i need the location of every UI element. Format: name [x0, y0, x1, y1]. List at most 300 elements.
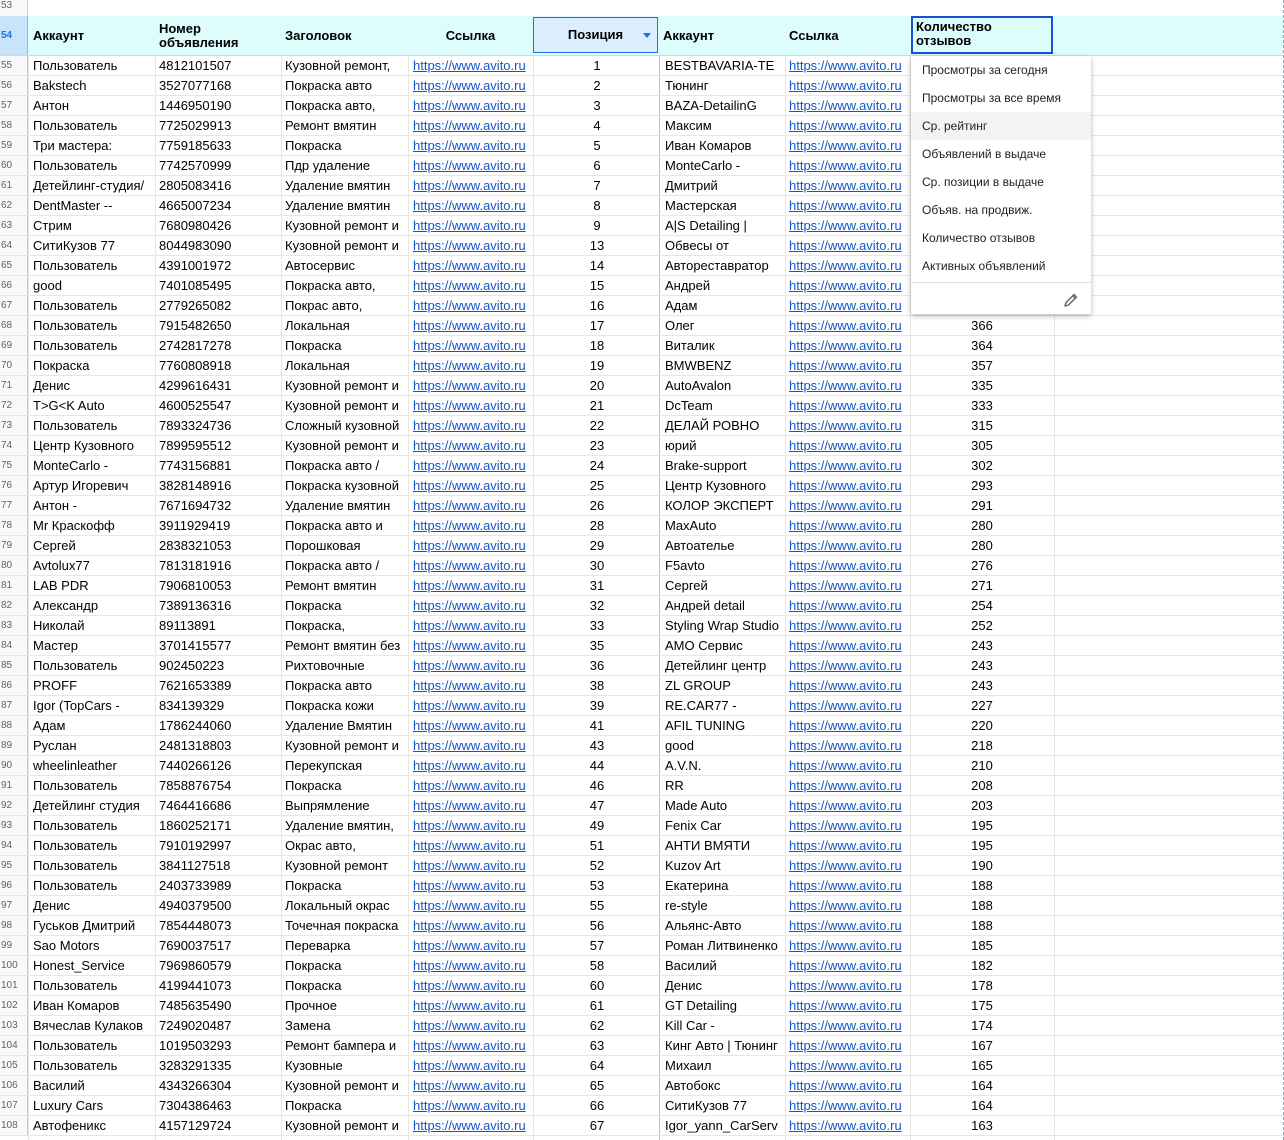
cell-account[interactable]: Пользователь: [33, 318, 118, 333]
cell-account-2[interactable]: Денис: [665, 978, 702, 993]
cell-position[interactable]: 56: [589, 918, 605, 933]
cell-title[interactable]: Локальная: [285, 358, 350, 373]
header-link-2[interactable]: Ссылка: [789, 28, 839, 43]
cell-position[interactable]: 36: [589, 658, 605, 673]
cell-position[interactable]: 3: [593, 98, 601, 113]
cell-link-2[interactable]: https://www.avito.ru: [789, 1098, 902, 1113]
cell-link[interactable]: https://www.avito.ru: [413, 418, 526, 433]
cell-link[interactable]: https://www.avito.ru: [413, 78, 526, 93]
cell-account[interactable]: Центр Кузовного: [33, 438, 134, 453]
cell-link-2[interactable]: https://www.avito.ru: [789, 798, 902, 813]
cell-ad-number[interactable]: 7680980426: [159, 218, 232, 233]
cell-link[interactable]: https://www.avito.ru: [413, 358, 526, 373]
cell-title[interactable]: Ремонт вмятин: [285, 578, 377, 593]
cell-link[interactable]: https://www.avito.ru: [413, 758, 526, 773]
cell-link-2[interactable]: https://www.avito.ru: [789, 178, 902, 193]
cell-title[interactable]: Кузовной ремонт и: [285, 1078, 399, 1093]
cell-position[interactable]: 29: [589, 538, 605, 553]
cell-account[interactable]: Bakstech: [33, 78, 87, 93]
header-title[interactable]: Заголовок: [285, 28, 352, 43]
cell-title[interactable]: Кузовной ремонт и: [285, 738, 399, 753]
cell-link[interactable]: https://www.avito.ru: [413, 218, 526, 233]
cell-review-count[interactable]: 174: [971, 1018, 993, 1033]
cell-link[interactable]: https://www.avito.ru: [413, 678, 526, 693]
cell-account-2[interactable]: Made Auto: [665, 798, 728, 813]
cell-position[interactable]: 5: [593, 138, 601, 153]
filter-dropdown-icon[interactable]: [643, 33, 651, 38]
cell-ad-number[interactable]: 7389136316: [159, 598, 232, 613]
row-number[interactable]: 81: [0, 576, 28, 595]
row-number[interactable]: 66: [0, 276, 28, 295]
cell-title[interactable]: Локальный окрас: [285, 898, 390, 913]
cell-position[interactable]: 57: [589, 938, 605, 953]
cell-ad-number[interactable]: 1786244060: [159, 718, 232, 733]
cell-account-2[interactable]: Андрей: [665, 278, 711, 293]
cell-link-2[interactable]: https://www.avito.ru: [789, 98, 902, 113]
cell-account-2[interactable]: MaxAuto: [665, 518, 717, 533]
cell-position[interactable]: 63: [589, 1038, 605, 1053]
cell-review-count[interactable]: 188: [971, 878, 993, 893]
cell-review-count[interactable]: 175: [971, 998, 993, 1013]
cell-link[interactable]: https://www.avito.ru: [413, 878, 526, 893]
cell-account[interactable]: Пользователь: [33, 418, 118, 433]
cell-position[interactable]: 13: [589, 238, 605, 253]
cell-ad-number[interactable]: 8044983090: [159, 238, 232, 253]
dropdown-option-avg-rating[interactable]: Ср. рейтинг: [911, 112, 1091, 140]
cell-account[interactable]: Автофеникс: [33, 1118, 107, 1133]
cell-review-count[interactable]: 333: [971, 398, 993, 413]
cell-link-2[interactable]: https://www.avito.ru: [789, 218, 902, 233]
cell-link-2[interactable]: https://www.avito.ru: [789, 638, 902, 653]
cell-account[interactable]: Пользователь: [33, 858, 118, 873]
cell-account[interactable]: Николай: [33, 618, 85, 633]
cell-account[interactable]: СитиКузов 77: [33, 238, 115, 253]
cell-account[interactable]: Денис: [33, 378, 70, 393]
cell-link-2[interactable]: https://www.avito.ru: [789, 978, 902, 993]
row-number[interactable]: 56: [0, 76, 28, 95]
cell-account[interactable]: Мастер: [33, 638, 78, 653]
row-number[interactable]: 57: [0, 96, 28, 115]
cell-account-2[interactable]: AutoAvalon: [665, 378, 732, 393]
cell-link[interactable]: https://www.avito.ru: [413, 198, 526, 213]
cell-ad-number[interactable]: 7742570999: [159, 158, 232, 173]
cell-account-2[interactable]: Адам: [665, 298, 698, 313]
cell-link-2[interactable]: https://www.avito.ru: [789, 538, 902, 553]
cell-review-count[interactable]: 190: [971, 858, 993, 873]
cell-position[interactable]: 39: [589, 698, 605, 713]
cell-ad-number[interactable]: 7621653389: [159, 678, 232, 693]
cell-review-count[interactable]: 357: [971, 358, 993, 373]
cell-review-count[interactable]: 188: [971, 898, 993, 913]
cell-account-2[interactable]: Igor_yann_CarServ: [665, 1118, 778, 1133]
cell-review-count[interactable]: 243: [971, 658, 993, 673]
cell-account-2[interactable]: Роман Литвиненко: [665, 938, 778, 953]
cell-account[interactable]: LAB PDR: [33, 578, 89, 593]
cell-link[interactable]: https://www.avito.ru: [413, 658, 526, 673]
pencil-icon[interactable]: [1063, 292, 1079, 308]
cell-title[interactable]: Покраска авто /: [285, 458, 380, 473]
cell-title[interactable]: Удаление вмятин: [285, 498, 391, 513]
cell-title[interactable]: Точечная покраска: [285, 918, 399, 933]
cell-account[interactable]: Пользователь: [33, 298, 118, 313]
cell-position[interactable]: 31: [589, 578, 605, 593]
row-number[interactable]: 73: [0, 416, 28, 435]
cell-account[interactable]: Пользователь: [33, 118, 118, 133]
cell-link-2[interactable]: https://www.avito.ru: [789, 758, 902, 773]
cell-link[interactable]: https://www.avito.ru: [413, 938, 526, 953]
cell-title[interactable]: Покраска авто: [285, 78, 372, 93]
cell-account[interactable]: Пользователь: [33, 838, 118, 853]
cell-review-count[interactable]: 185: [971, 938, 993, 953]
cell-review-count[interactable]: 195: [971, 838, 993, 853]
cell-position[interactable]: 55: [589, 898, 605, 913]
cell-title[interactable]: Покраска: [285, 338, 342, 353]
row-number[interactable]: 70: [0, 356, 28, 375]
cell-title[interactable]: Покраска авто,: [285, 278, 376, 293]
cell-account[interactable]: Igor (TopCars -: [33, 698, 120, 713]
cell-account[interactable]: Пользователь: [33, 1058, 118, 1073]
cell-link-2[interactable]: https://www.avito.ru: [789, 738, 902, 753]
cell-title[interactable]: Покраска авто /: [285, 558, 380, 573]
cell-ad-number[interactable]: 2742817278: [159, 338, 232, 353]
cell-ad-number[interactable]: 7671694732: [159, 498, 232, 513]
cell-account[interactable]: Вячеслав Кулаков: [33, 1018, 143, 1033]
cell-ad-number[interactable]: 7485635490: [159, 998, 232, 1013]
cell-link-2[interactable]: https://www.avito.ru: [789, 918, 902, 933]
row-number[interactable]: 101: [0, 976, 28, 995]
cell-account-2[interactable]: BMWBENZ: [665, 358, 732, 373]
cell-link-2[interactable]: https://www.avito.ru: [789, 678, 902, 693]
cell-review-count[interactable]: 220: [971, 718, 993, 733]
row-number[interactable]: 98: [0, 916, 28, 935]
header-review-count-selected[interactable]: Количество отзывов: [911, 16, 1053, 54]
cell-account-2[interactable]: ДЕЛАЙ РОВНО: [665, 418, 760, 433]
cell-review-count[interactable]: 210: [971, 758, 993, 773]
cell-account[interactable]: Денис: [33, 898, 70, 913]
cell-link[interactable]: https://www.avito.ru: [413, 778, 526, 793]
cell-account-2[interactable]: A.V.N.: [665, 758, 702, 773]
cell-link[interactable]: https://www.avito.ru: [413, 898, 526, 913]
cell-account[interactable]: Пользователь: [33, 1038, 118, 1053]
cell-link-2[interactable]: https://www.avito.ru: [789, 658, 902, 673]
cell-review-count[interactable]: 182: [971, 958, 993, 973]
dropdown-option-promoted-ads[interactable]: Объяв. на продвиж.: [922, 203, 1033, 217]
row-number[interactable]: 107: [0, 1096, 28, 1115]
cell-link-2[interactable]: https://www.avito.ru: [789, 578, 902, 593]
row-number[interactable]: 86: [0, 676, 28, 695]
row-number[interactable]: 58: [0, 116, 28, 135]
cell-ad-number[interactable]: 4157129724: [159, 1118, 232, 1133]
cell-account[interactable]: Пользователь: [33, 258, 118, 273]
cell-title[interactable]: Переварка: [285, 938, 351, 953]
row-number[interactable]: 71: [0, 376, 28, 395]
cell-title[interactable]: Рихтовочные: [285, 658, 365, 673]
cell-account-2[interactable]: Иван Комаров: [665, 138, 752, 153]
cell-title[interactable]: Покраска: [285, 778, 342, 793]
cell-position[interactable]: 19: [589, 358, 605, 373]
cell-title[interactable]: Выпрямление: [285, 798, 370, 813]
row-number[interactable]: 53: [0, 0, 28, 16]
cell-review-count[interactable]: 218: [971, 738, 993, 753]
cell-title[interactable]: Порошковая: [285, 538, 361, 553]
cell-account-2[interactable]: GT Detailing: [665, 998, 738, 1013]
cell-position[interactable]: 44: [589, 758, 605, 773]
cell-title[interactable]: Удаление вмятин,: [285, 818, 394, 833]
row-number[interactable]: 94: [0, 836, 28, 855]
cell-title[interactable]: Кузовной ремонт и: [285, 398, 399, 413]
cell-review-count[interactable]: 165: [971, 1058, 993, 1073]
cell-position[interactable]: 67: [589, 1118, 605, 1133]
row-number[interactable]: 54: [0, 16, 28, 55]
cell-account-2[interactable]: re-style: [665, 898, 708, 913]
cell-link-2[interactable]: https://www.avito.ru: [789, 1058, 902, 1073]
cell-title[interactable]: Кузовные: [285, 1058, 343, 1073]
cell-account-2[interactable]: MonteCarlo -: [665, 158, 741, 173]
cell-account[interactable]: DentMaster --: [33, 198, 113, 213]
cell-position[interactable]: 9: [593, 218, 601, 233]
cell-account-2[interactable]: юрий: [665, 438, 697, 453]
cell-account-2[interactable]: Kuzov Art: [665, 858, 721, 873]
cell-title[interactable]: Кузовной ремонт и: [285, 378, 399, 393]
cell-account[interactable]: Антон -: [33, 498, 78, 513]
cell-ad-number[interactable]: 2805083416: [159, 178, 232, 193]
cell-position[interactable]: 35: [589, 638, 605, 653]
cell-review-count[interactable]: 280: [971, 538, 993, 553]
cell-account-2[interactable]: DcTeam: [665, 398, 713, 413]
cell-title[interactable]: Покраска авто и: [285, 518, 383, 533]
cell-title[interactable]: Кузовной ремонт и: [285, 438, 399, 453]
cell-title[interactable]: Замена: [285, 1018, 331, 1033]
row-number[interactable]: 104: [0, 1036, 28, 1055]
cell-account-2[interactable]: F5avto: [665, 558, 705, 573]
row-number[interactable]: 96: [0, 876, 28, 895]
row-number[interactable]: 72: [0, 396, 28, 415]
cell-ad-number[interactable]: 89113891: [159, 618, 216, 633]
cell-link-2[interactable]: https://www.avito.ru: [789, 778, 902, 793]
cell-position[interactable]: 33: [589, 618, 605, 633]
cell-link[interactable]: https://www.avito.ru: [413, 478, 526, 493]
cell-title[interactable]: Кузовной ремонт,: [285, 58, 391, 73]
cell-account-2[interactable]: Тюнинг: [665, 78, 709, 93]
cell-ad-number[interactable]: 7304386463: [159, 1098, 232, 1113]
cell-position[interactable]: 58: [589, 958, 605, 973]
cell-link-2[interactable]: https://www.avito.ru: [789, 358, 902, 373]
cell-account-2[interactable]: Максим: [665, 118, 712, 133]
cell-position[interactable]: 38: [589, 678, 605, 693]
cell-position[interactable]: 14: [589, 258, 605, 273]
cell-link-2[interactable]: https://www.avito.ru: [789, 858, 902, 873]
cell-ad-number[interactable]: 4665007234: [159, 198, 232, 213]
cell-ad-number[interactable]: 7893324736: [159, 418, 232, 433]
cell-link-2[interactable]: https://www.avito.ru: [789, 198, 902, 213]
cell-account[interactable]: Гуськов Дмитрий: [33, 918, 136, 933]
cell-link[interactable]: https://www.avito.ru: [413, 138, 526, 153]
cell-link-2[interactable]: https://www.avito.ru: [789, 158, 902, 173]
cell-ad-number[interactable]: 3911929419: [159, 518, 231, 533]
cell-account[interactable]: Василий: [33, 1078, 85, 1093]
cell-position[interactable]: 46: [589, 778, 605, 793]
cell-link[interactable]: https://www.avito.ru: [413, 178, 526, 193]
cell-link-2[interactable]: https://www.avito.ru: [789, 998, 902, 1013]
cell-position[interactable]: 41: [589, 718, 605, 733]
cell-link-2[interactable]: https://www.avito.ru: [789, 338, 902, 353]
cell-review-count[interactable]: 188: [971, 918, 993, 933]
row-number[interactable]: 105: [0, 1056, 28, 1075]
cell-account-2[interactable]: Kill Car -: [665, 1018, 715, 1033]
cell-title[interactable]: Кузовной ремонт и: [285, 218, 399, 233]
dropdown-option-ads-in-results[interactable]: Объявлений в выдаче: [922, 147, 1046, 161]
cell-ad-number[interactable]: 902450223: [159, 658, 225, 673]
cell-account-2[interactable]: ZL GROUP: [665, 678, 731, 693]
cell-ad-number[interactable]: 7858876754: [159, 778, 232, 793]
cell-position[interactable]: 1: [593, 58, 601, 73]
row-number[interactable]: 97: [0, 896, 28, 915]
cell-position[interactable]: 60: [589, 978, 605, 993]
cell-account[interactable]: Sao Motors: [33, 938, 100, 953]
dropdown-option-active-ads[interactable]: Активных объявлений: [922, 259, 1046, 273]
cell-review-count[interactable]: 195: [971, 818, 993, 833]
row-number[interactable]: 92: [0, 796, 28, 815]
row-number[interactable]: 103: [0, 1016, 28, 1035]
cell-account[interactable]: Пользователь: [33, 818, 118, 833]
row-number[interactable]: 79: [0, 536, 28, 555]
row-number[interactable]: 76: [0, 476, 28, 495]
row-number[interactable]: 83: [0, 616, 28, 635]
cell-link[interactable]: https://www.avito.ru: [413, 318, 526, 333]
cell-position[interactable]: 20: [589, 378, 605, 393]
cell-title[interactable]: Ремонт бампера и: [285, 1038, 397, 1053]
cell-review-count[interactable]: 164: [971, 1078, 993, 1093]
cell-position[interactable]: 32: [589, 598, 605, 613]
row-number[interactable]: 75: [0, 456, 28, 475]
cell-account-2[interactable]: Олег: [665, 318, 695, 333]
cell-position[interactable]: 53: [589, 878, 605, 893]
row-number[interactable]: 93: [0, 816, 28, 835]
cell-position[interactable]: 61: [589, 998, 605, 1013]
cell-title[interactable]: Пдр удаление: [285, 158, 371, 173]
cell-ad-number[interactable]: 4199441073: [159, 978, 232, 993]
dropdown-option-views-total[interactable]: Просмотры за все время: [922, 91, 1061, 105]
cell-review-count[interactable]: 243: [971, 678, 993, 693]
cell-account[interactable]: Avtolux77: [33, 558, 90, 573]
cell-review-count[interactable]: 167: [971, 1038, 993, 1053]
dropdown-option-views-today[interactable]: Просмотры за сегодня: [922, 63, 1048, 77]
cell-link[interactable]: https://www.avito.ru: [413, 518, 526, 533]
cell-account[interactable]: T>G<K Auto: [33, 398, 105, 413]
cell-link[interactable]: https://www.avito.ru: [413, 598, 526, 613]
cell-account-2[interactable]: СитиКузов 77: [665, 1098, 747, 1113]
cell-ad-number[interactable]: 7760808918: [159, 358, 232, 373]
cell-review-count[interactable]: 203: [971, 798, 993, 813]
cell-ad-number[interactable]: 3527077168: [159, 78, 232, 93]
cell-position[interactable]: 17: [589, 318, 605, 333]
cell-link-2[interactable]: https://www.avito.ru: [789, 398, 902, 413]
cell-title[interactable]: Покраска: [285, 138, 342, 153]
cell-position[interactable]: 24: [589, 458, 605, 473]
cell-position[interactable]: 52: [589, 858, 605, 873]
cell-title[interactable]: Покраска авто,: [285, 98, 376, 113]
cell-title[interactable]: Покраска кузовной: [285, 478, 399, 493]
cell-link[interactable]: https://www.avito.ru: [413, 158, 526, 173]
cell-account-2[interactable]: Дмитрий: [665, 178, 718, 193]
cell-position[interactable]: 64: [589, 1058, 605, 1073]
cell-review-count[interactable]: 254: [971, 598, 993, 613]
cell-account-2[interactable]: Автобокс: [665, 1078, 721, 1093]
cell-link[interactable]: https://www.avito.ru: [413, 858, 526, 873]
cell-link-2[interactable]: https://www.avito.ru: [789, 878, 902, 893]
cell-link[interactable]: https://www.avito.ru: [413, 1098, 526, 1113]
cell-link-2[interactable]: https://www.avito.ru: [789, 298, 902, 313]
header-ad-number[interactable]: Номер объявления: [159, 21, 239, 50]
cell-link[interactable]: https://www.avito.ru: [413, 1058, 526, 1073]
cell-title[interactable]: Удаление вмятин: [285, 198, 391, 213]
cell-account-2[interactable]: BESTBAVARIA-TE: [665, 58, 775, 73]
cell-review-count[interactable]: 163: [971, 1118, 993, 1133]
cell-link[interactable]: https://www.avito.ru: [413, 738, 526, 753]
cell-account[interactable]: Руслан: [33, 738, 77, 753]
cell-ad-number[interactable]: 4600525547: [159, 398, 232, 413]
row-number[interactable]: 82: [0, 596, 28, 615]
cell-account-2[interactable]: good: [665, 738, 694, 753]
row-number[interactable]: 91: [0, 776, 28, 795]
cell-account-2[interactable]: АМО Сервис: [665, 638, 743, 653]
row-number[interactable]: 74: [0, 436, 28, 455]
cell-link[interactable]: https://www.avito.ru: [413, 958, 526, 973]
cell-link[interactable]: https://www.avito.ru: [413, 638, 526, 653]
cell-link-2[interactable]: https://www.avito.ru: [789, 118, 902, 133]
cell-link[interactable]: https://www.avito.ru: [413, 718, 526, 733]
cell-link-2[interactable]: https://www.avito.ru: [789, 1078, 902, 1093]
cell-ad-number[interactable]: 4391001972: [159, 258, 232, 273]
cell-title[interactable]: Удаление Вмятин: [285, 718, 393, 733]
cell-link-2[interactable]: https://www.avito.ru: [789, 618, 902, 633]
cell-link-2[interactable]: https://www.avito.ru: [789, 838, 902, 853]
cell-ad-number[interactable]: 7401085495: [159, 278, 232, 293]
cell-link[interactable]: https://www.avito.ru: [413, 398, 526, 413]
cell-link[interactable]: https://www.avito.ru: [413, 118, 526, 133]
cell-link-2[interactable]: https://www.avito.ru: [789, 478, 902, 493]
cell-review-count[interactable]: 252: [971, 618, 993, 633]
cell-review-count[interactable]: 302: [971, 458, 993, 473]
cell-position[interactable]: 7: [593, 178, 601, 193]
cell-link[interactable]: https://www.avito.ru: [413, 458, 526, 473]
cell-ad-number[interactable]: 7899595512: [159, 438, 232, 453]
cell-ad-number[interactable]: 7759185633: [159, 138, 232, 153]
cell-link[interactable]: https://www.avito.ru: [413, 578, 526, 593]
cell-title[interactable]: Покраска: [285, 598, 342, 613]
cell-link[interactable]: https://www.avito.ru: [413, 698, 526, 713]
row-number[interactable]: 90: [0, 756, 28, 775]
cell-ad-number[interactable]: 834139329: [159, 698, 225, 713]
cell-ad-number[interactable]: 7464416686: [159, 798, 232, 813]
cell-account-2[interactable]: Styling Wrap Studio: [665, 618, 779, 633]
cell-review-count[interactable]: 164: [971, 1098, 993, 1113]
cell-review-count[interactable]: 227: [971, 698, 993, 713]
cell-link[interactable]: https://www.avito.ru: [413, 1038, 526, 1053]
row-number[interactable]: 78: [0, 516, 28, 535]
cell-ad-number[interactable]: 4940379500: [159, 898, 232, 913]
cell-position[interactable]: 6: [593, 158, 601, 173]
cell-review-count[interactable]: 364: [971, 338, 993, 353]
cell-link[interactable]: https://www.avito.ru: [413, 1078, 526, 1093]
cell-link[interactable]: https://www.avito.ru: [413, 538, 526, 553]
cell-title[interactable]: Покраска: [285, 878, 342, 893]
cell-title[interactable]: Кузовной ремонт и: [285, 238, 399, 253]
cell-account-2[interactable]: Fenix Car: [665, 818, 722, 833]
cell-position[interactable]: 18: [589, 338, 605, 353]
cell-link-2[interactable]: https://www.avito.ru: [789, 458, 902, 473]
cell-position[interactable]: 43: [589, 738, 605, 753]
